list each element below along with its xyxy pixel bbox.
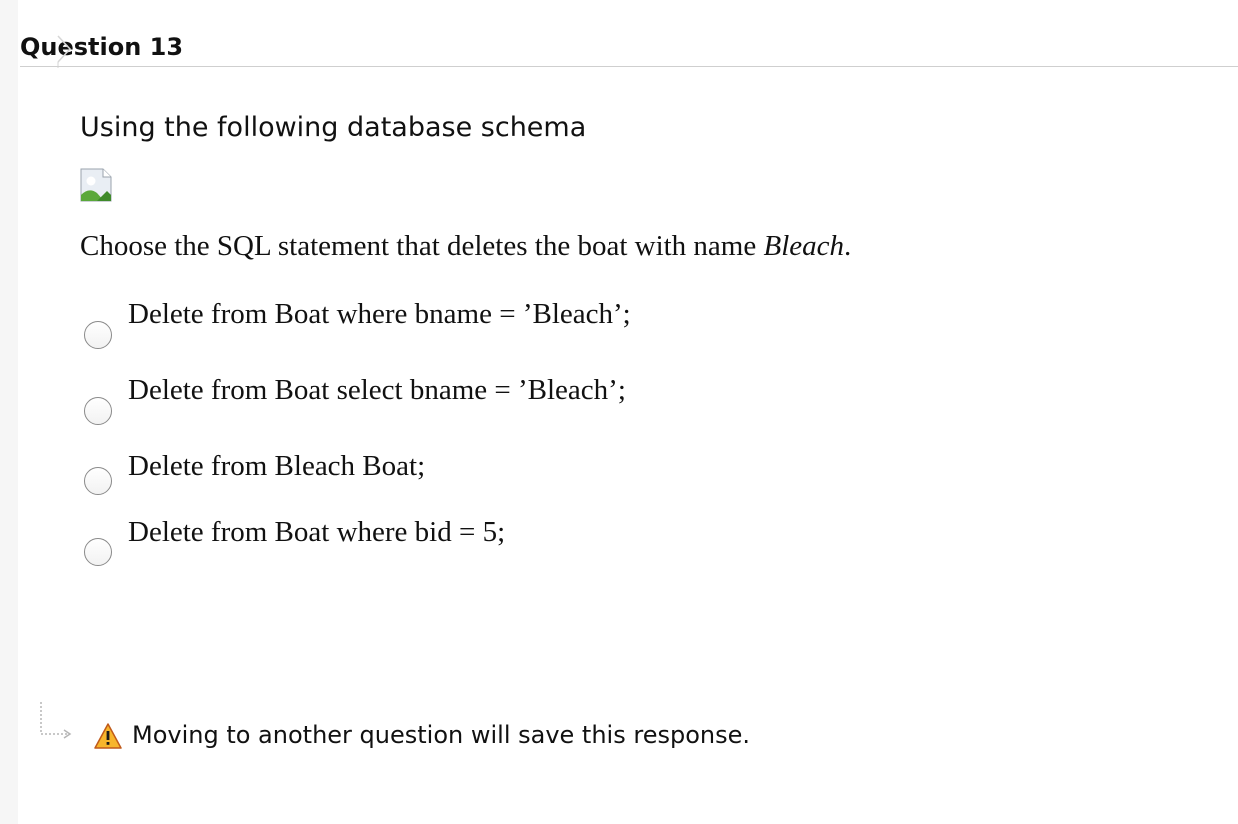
option-label: Delete from Bleach Boat; bbox=[128, 450, 426, 482]
left-rail bbox=[0, 0, 18, 824]
warning-icon bbox=[94, 722, 122, 750]
question-prompt bbox=[80, 226, 851, 266]
prompt-text: Choose the SQL statement that deletes the boat with name bbox=[80, 230, 764, 262]
radio-button[interactable] bbox=[84, 538, 112, 566]
question-title: Question 13 bbox=[20, 33, 184, 61]
answer-option[interactable] bbox=[84, 446, 884, 506]
title-divider bbox=[20, 66, 1238, 67]
option-label: Delete from Boat where bid = 5; bbox=[128, 516, 506, 548]
prompt-end: . bbox=[844, 230, 852, 262]
chevron-right-icon bbox=[56, 30, 76, 68]
option-label: Delete from Boat select bname = ’Bleach’; bbox=[128, 374, 626, 406]
radio-button[interactable] bbox=[84, 467, 112, 495]
save-warning-message: Moving to another question will save this response. bbox=[132, 721, 750, 749]
answer-option[interactable] bbox=[84, 370, 884, 430]
radio-button[interactable] bbox=[84, 397, 112, 425]
return-arrow-icon bbox=[38, 700, 78, 740]
option-label: Delete from Boat where bname = ’Bleach’; bbox=[128, 298, 631, 330]
question-intro: Using the following database schema bbox=[80, 112, 587, 143]
prompt-emphasis: Bleach bbox=[763, 230, 844, 262]
broken-image-icon bbox=[80, 168, 112, 202]
answer-option[interactable] bbox=[84, 294, 884, 354]
answer-option[interactable] bbox=[84, 512, 884, 572]
radio-button[interactable] bbox=[84, 321, 112, 349]
